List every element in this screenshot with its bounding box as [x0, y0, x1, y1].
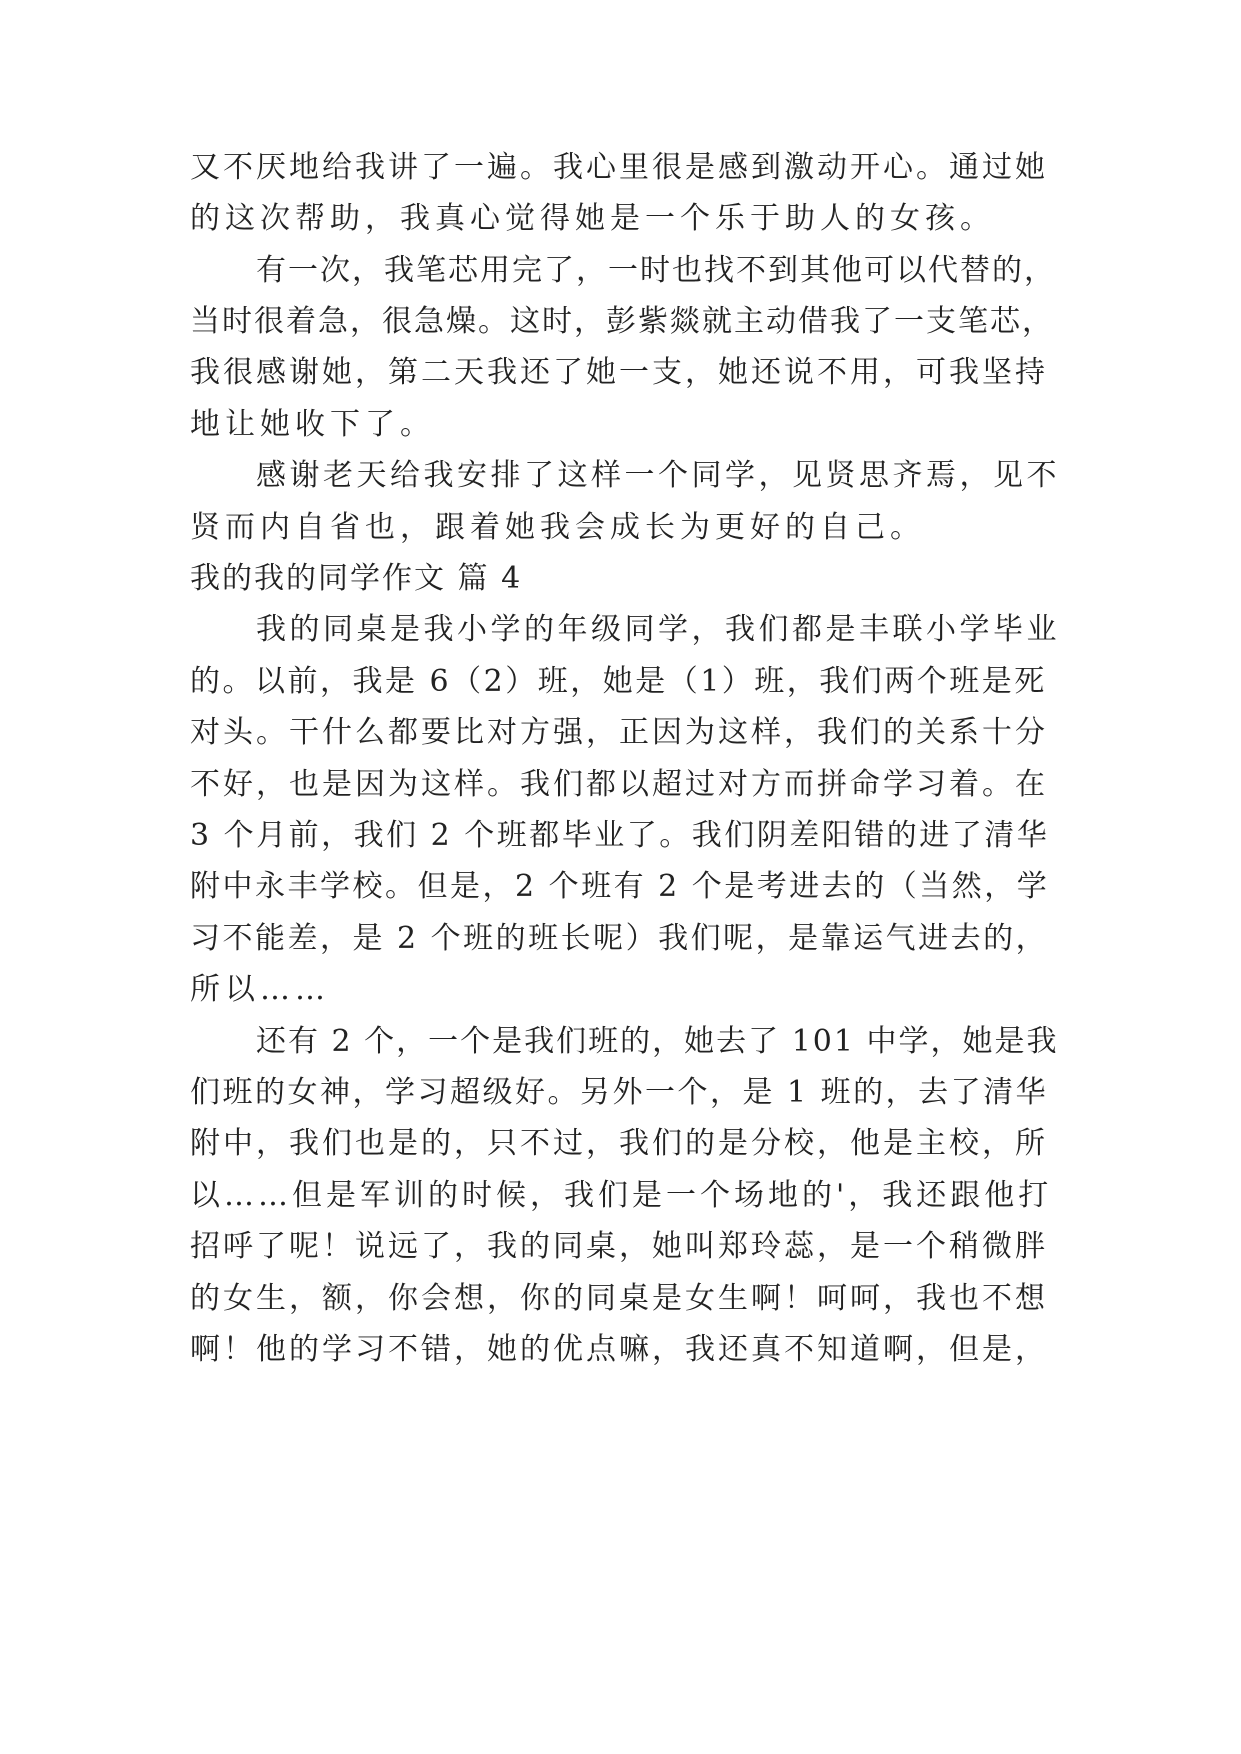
text-line: 的女生，额，你会想，你的同桌是女生啊！呵呵，我也不想	[190, 1281, 1048, 1316]
text-line: 招呼了呢！说远了，我的同桌，她叫郑玲蕊，是一个稍微胖	[190, 1229, 1048, 1264]
text-line: 3 个月前，我们 2 个班都毕业了。我们阴差阳错的进了清华	[190, 818, 1050, 853]
text-line: 感谢老天给我安排了这样一个同学，见贤思齐焉，见不	[256, 458, 1060, 493]
text-line: 附中永丰学校。但是，2 个班有 2 个是考进去的（当然，学	[190, 869, 1050, 904]
text-line: 有一次，我笔芯用完了，一时也找不到其他可以代替的，	[256, 253, 1056, 288]
text-line: 们班的女神，学习超级好。另外一个，是 1 班的，去了清华	[190, 1075, 1049, 1110]
text-line: 的。以前，我是 6（2）班，她是（1）班，我们两个班是死	[190, 664, 1047, 699]
text-line: 附中，我们也是的，只不过，我们的是分校，他是主校，所	[190, 1126, 1048, 1161]
text-line: 又不厌地给我讲了一遍。我心里很是感到激动开心。通过她	[190, 150, 1048, 185]
text-line: 当时很着急，很急燥。这时，彭紫燚就主动借我了一支笔芯，	[190, 304, 1054, 339]
text-line: 以……但是军训的时候，我们是一个场地的'，我还跟他打	[190, 1178, 1053, 1213]
text-line: 所以……	[190, 972, 330, 1007]
text-line: 地让她收下了。	[190, 407, 435, 442]
text-line: 习不能差，是 2 个班的班长呢）我们呢，是靠运气进去的，	[190, 921, 1049, 956]
text-line: 啊！他的学习不错，她的优点嘛，我还真不知道啊，但是，	[190, 1332, 1048, 1367]
text-line: 我很感谢她，第二天我还了她一支，她还说不用，可我坚持	[190, 355, 1048, 390]
section-heading: 我的我的同学作文 篇 4	[190, 561, 523, 596]
text-line: 贤而内自省也，跟着她我会成长为更好的自己。	[190, 510, 925, 545]
text-line: 我的同桌是我小学的年级同学，我们都是丰联小学毕业	[256, 612, 1060, 647]
text-line: 对头。干什么都要比对方强，正因为这样，我们的关系十分	[190, 715, 1048, 750]
text-line: 的这次帮助，我真心觉得她是一个乐于助人的女孩。	[190, 201, 995, 236]
text-line: 还有 2 个，一个是我们班的，她去了 101 中学，她是我	[256, 1024, 1059, 1059]
text-line: 不好，也是因为这样。我们都以超过对方而拼命学习着。在	[190, 767, 1048, 802]
